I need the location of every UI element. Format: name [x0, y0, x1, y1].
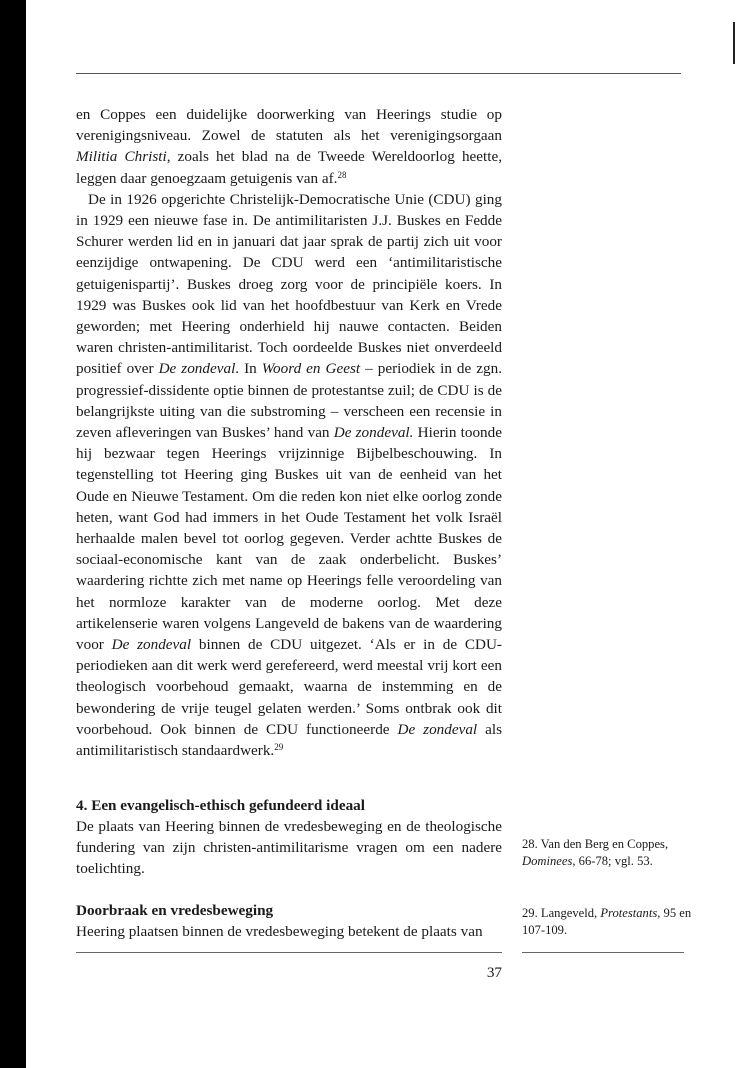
footnote-ref: 29	[274, 742, 284, 753]
italic-text: De zondeval	[397, 720, 478, 738]
italic-text: Militia Christi	[76, 148, 167, 166]
footer-rule	[76, 952, 502, 953]
footnote-28	[522, 836, 692, 870]
footnote-rule	[522, 952, 684, 953]
subsection-heading: Doorbraak en vredesbeweging	[76, 902, 274, 919]
text-run: De in 1926 opgerichte Christelijk-Democratische Unie (CDU) ging in 1929 een nieuwe fase in. De antimilitaristen J.J. Buskes en Fedde Schurer werden lid en in januari dat jaar sprak de partij zich uit voor eenzijdige ontwapening. De CDU werd een ‘antimilitaristische getuigenispartij’. Buskes droeg zorg voor de principiële koers. In 1929 was Buskes ook lid van het hoofdbestuur van Kerk en Vrede geworden; met Heering onderhield hij nauwe contacten. Beiden waren christen-antimilitarist. Toch oordeelde Buskes niet onverdeeld positief over	[76, 190, 502, 378]
text-run: 29. Langeveld,	[522, 906, 601, 920]
scan-edge-bar	[0, 0, 26, 1068]
italic-text: Protestants	[600, 906, 658, 920]
body-text	[76, 104, 502, 761]
text-run: , zoals het blad na de Tweede Wereldoorlog heette, leggen daar genoegzaam getuigenis van af.	[76, 148, 502, 187]
text-run: – periodiek in de zgn. progressief-dissidente optie binnen de protestantse zuil; de CDU is de belangrijkste uiting van die substroming – verscheen een recensie in zeven afleveringen van Buskes’ hand van	[76, 360, 502, 442]
paragraph-1	[76, 104, 502, 189]
italic-text: De zondeval	[111, 636, 192, 654]
crop-mark	[733, 22, 735, 64]
text-run: en Coppes een duidelijke doorwerking van Heerings studie op verenigingsniveau. Zowel de statuten als het verenigingsorgaan	[76, 106, 502, 145]
italic-text: Dominees	[522, 853, 573, 868]
text-run: als antimilitaristisch standaardwerk.	[76, 720, 503, 760]
subsection-paragraph: Heering plaatsen binnen de vredesbeweging betekent de plaats van	[76, 923, 483, 940]
text-run: 28. Van den Berg en Coppes,	[522, 837, 669, 851]
text-run: . In	[235, 360, 262, 378]
section-heading: 4. Een evangelisch-ethisch gefundeerd ideaal	[76, 797, 365, 814]
italic-text: De zondeval.	[333, 424, 414, 442]
text-run: Hierin toonde hij bezwaar tegen Heerings vrijzinnige Bijbelbeschouwing. In tegenstelling tot Heering ging Buskes uit van de eenheid van het Oude en Nieuwe Testament. Om die reden kon niet elke oorlog zonde heten, want God had immers in het Oude Testament het volk Israël herhaalde malen bevel tot oorlog gegeven. Verder achtte Buskes de sociaal-economische kant van de zaak onderbelicht. Buskes’ waardering richtte zich met name op Heerings felle veroordeling van het normloze karakter van de moderne oorlog. Met deze artikelenserie waren volgens Langeveld de bakens van de waardering voor	[76, 424, 502, 654]
footnote-ref: 28	[337, 169, 347, 180]
page-number: 37	[486, 964, 502, 981]
footnote-29	[522, 905, 692, 939]
text-run: , 66-78; vgl. 53.	[572, 853, 653, 868]
italic-text: De zondeval	[158, 360, 236, 378]
italic-text: Woord en Geest	[261, 360, 361, 378]
paragraph-2	[76, 189, 502, 761]
header-rule	[76, 73, 681, 74]
section-paragraph: De plaats van Heering binnen de vredesbeweging en de theologische fundering van zijn christen-antimilitarisme vragen om een nadere toelichting.	[76, 818, 502, 878]
text-run: binnen de CDU uitgezet. ‘Als er in de CDU-periodieken aan dit werk werd gerefereerd, werd meestal vrij kort een theologisch voorbehoud gemaakt, waarna de instemming en de bewondering de vrije teugel gelaten werden.’ Soms ontbrak ook dit voorbehoud. Ook binnen de CDU functioneerde	[76, 636, 502, 738]
text-run: , 95 en 107-109.	[522, 906, 692, 937]
